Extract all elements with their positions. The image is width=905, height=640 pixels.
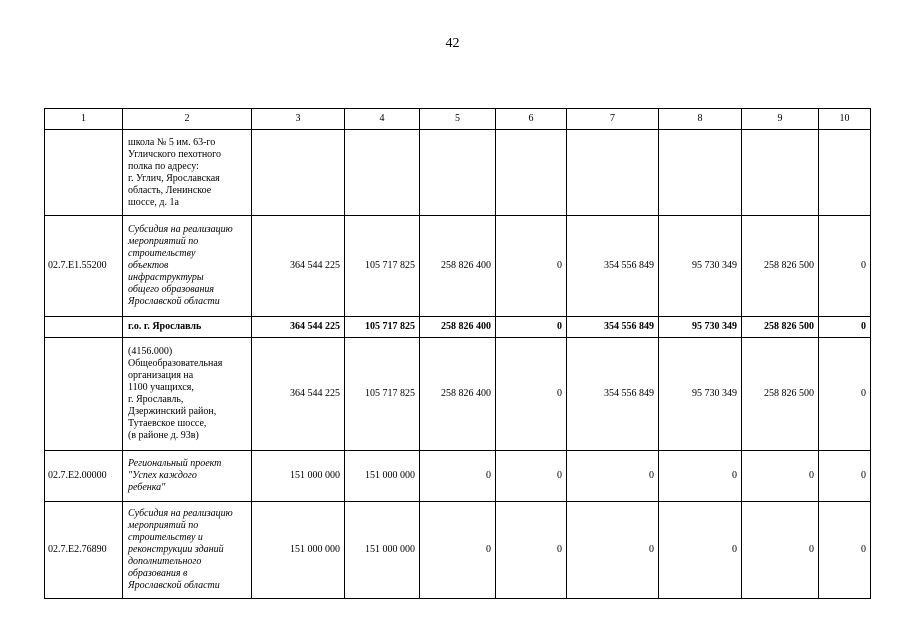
row-value: 0 bbox=[496, 216, 567, 317]
table-row bbox=[45, 338, 871, 451]
column-header: 6 bbox=[496, 109, 567, 130]
row-value: 0 bbox=[659, 502, 742, 599]
row-value: 95 730 349 bbox=[659, 338, 742, 451]
row-value: 0 bbox=[496, 451, 567, 502]
column-header: 7 bbox=[567, 109, 659, 130]
row-value: 0 bbox=[819, 338, 871, 451]
row-value: 258 826 400 bbox=[420, 338, 496, 451]
row-value: 0 bbox=[819, 317, 871, 338]
row-value: 151 000 000 bbox=[345, 451, 420, 502]
row-value: 258 826 400 bbox=[420, 317, 496, 338]
column-header: 2 bbox=[123, 109, 252, 130]
column-header: 3 bbox=[252, 109, 345, 130]
row-name: г.о. г. Ярославль bbox=[123, 317, 252, 338]
budget-table bbox=[44, 108, 871, 599]
row-value: 354 556 849 bbox=[567, 216, 659, 317]
row-value: 151 000 000 bbox=[345, 502, 420, 599]
row-name: Субсидия на реализацию мероприятий по строительству объектов инфраструктуры общего образования Ярославской области bbox=[123, 216, 252, 317]
column-header: 8 bbox=[659, 109, 742, 130]
row-value: 258 826 400 bbox=[420, 216, 496, 317]
row-code bbox=[45, 317, 123, 338]
row-value: 95 730 349 bbox=[659, 317, 742, 338]
row-value: 0 bbox=[420, 451, 496, 502]
row-code: 02.7.E1.55200 bbox=[45, 216, 123, 317]
row-value bbox=[742, 130, 819, 216]
row-value: 0 bbox=[496, 338, 567, 451]
row-value: 0 bbox=[659, 451, 742, 502]
row-code bbox=[45, 130, 123, 216]
row-value: 0 bbox=[819, 502, 871, 599]
row-value: 95 730 349 bbox=[659, 216, 742, 317]
row-value: 0 bbox=[742, 502, 819, 599]
row-value: 364 544 225 bbox=[252, 317, 345, 338]
row-value: 0 bbox=[496, 502, 567, 599]
row-value bbox=[420, 130, 496, 216]
row-code bbox=[45, 338, 123, 451]
row-value bbox=[252, 130, 345, 216]
row-value: 105 717 825 bbox=[345, 317, 420, 338]
row-value: 105 717 825 bbox=[345, 216, 420, 317]
column-header: 4 bbox=[345, 109, 420, 130]
row-value bbox=[496, 130, 567, 216]
row-value: 354 556 849 bbox=[567, 338, 659, 451]
row-name: Субсидия на реализацию мероприятий по строительству и реконструкции зданий дополнительного образования в Ярославской области bbox=[123, 502, 252, 599]
row-value: 0 bbox=[496, 317, 567, 338]
column-header: 9 bbox=[742, 109, 819, 130]
header-row bbox=[45, 109, 871, 130]
row-value: 0 bbox=[819, 216, 871, 317]
row-value: 258 826 500 bbox=[742, 216, 819, 317]
row-value: 151 000 000 bbox=[252, 451, 345, 502]
column-header: 10 bbox=[819, 109, 871, 130]
row-value: 364 544 225 bbox=[252, 216, 345, 317]
column-header: 1 bbox=[45, 109, 123, 130]
row-value bbox=[819, 130, 871, 216]
row-name: (4156.000) Общеобразовательная организация на 1100 учащихся, г. Ярославль, Дзержинский район, Тутаевское шоссе, (в районе д. 93в) bbox=[123, 338, 252, 451]
row-value: 0 bbox=[420, 502, 496, 599]
row-value: 258 826 500 bbox=[742, 317, 819, 338]
row-value bbox=[345, 130, 420, 216]
row-value bbox=[567, 130, 659, 216]
row-value: 0 bbox=[819, 451, 871, 502]
row-value: 0 bbox=[567, 502, 659, 599]
row-value: 258 826 500 bbox=[742, 338, 819, 451]
row-code: 02.7.E2.00000 bbox=[45, 451, 123, 502]
row-value: 364 544 225 bbox=[252, 338, 345, 451]
row-value: 105 717 825 bbox=[345, 338, 420, 451]
row-name: Региональный проект "Успех каждого ребенка" bbox=[123, 451, 252, 502]
row-value: 354 556 849 bbox=[567, 317, 659, 338]
page-number: 42 bbox=[445, 36, 460, 51]
row-value: 0 bbox=[567, 451, 659, 502]
column-header: 5 bbox=[420, 109, 496, 130]
row-value bbox=[659, 130, 742, 216]
table-row bbox=[45, 130, 871, 216]
row-value: 0 bbox=[742, 451, 819, 502]
row-value: 151 000 000 bbox=[252, 502, 345, 599]
row-code: 02.7.E2.76890 bbox=[45, 502, 123, 599]
table-row bbox=[45, 317, 871, 338]
row-name: школа № 5 им. 63-го Угличского пехотного полка по адресу: г. Углич, Ярославская область, Ленинское шоссе, д. 1а bbox=[123, 130, 252, 216]
table-row bbox=[45, 216, 871, 317]
table-row bbox=[45, 502, 871, 599]
table-row bbox=[45, 451, 871, 502]
